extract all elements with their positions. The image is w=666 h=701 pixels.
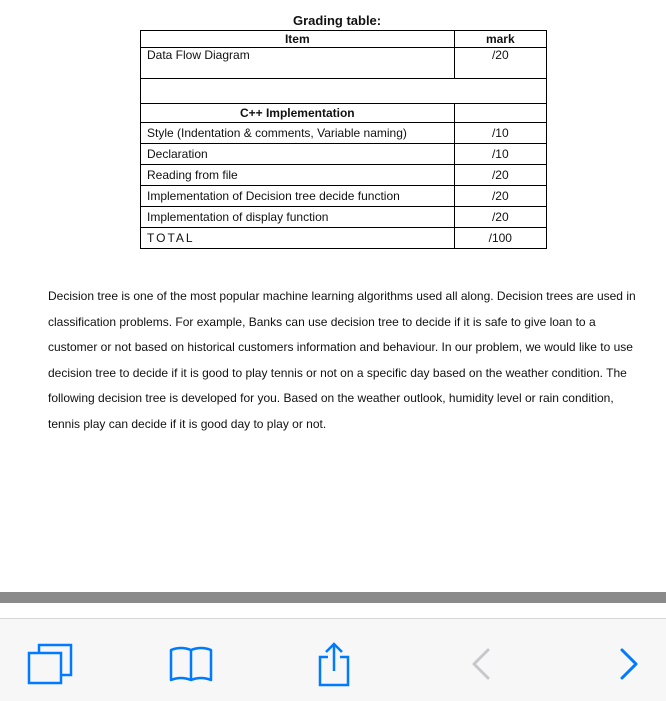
section-header-row: [141, 104, 547, 123]
back-chevron-icon: [466, 644, 496, 684]
row-item: Style (Indentation & comments, Variable naming): [141, 123, 455, 144]
bookmarks-button[interactable]: [166, 639, 216, 689]
forward-button[interactable]: [604, 639, 654, 689]
tabs-button[interactable]: [25, 639, 75, 689]
row-item: Reading from file: [141, 165, 455, 186]
row-item: Declaration: [141, 144, 455, 165]
row-mark: /20: [454, 165, 546, 186]
total-label: TOTAL: [141, 228, 455, 249]
table-header-row: [141, 31, 547, 48]
total-row: [141, 228, 547, 249]
grading-table: [140, 30, 547, 249]
table-row: [141, 48, 547, 79]
row-mark: /20: [454, 207, 546, 228]
row-item: Data Flow Diagram: [141, 48, 455, 79]
book-icon: [167, 644, 215, 684]
header-item: Item: [141, 31, 455, 48]
description-paragraph: Decision tree is one of the most popular machine learning algorithms used all along. Decision trees are used in classification problems. For example, Banks can use decision tree to decide if it is safe to give loan to a customer or not based on historical customers information and behaviour. In our problem, we would like to use decision tree to decide if it is good to play tennis or not on a specific day based on the weather condition. The following decision tree is developed for you. Based on the weather outlook, humidity level or rain condition, tennis play can decide if it is good day to play or not.: [48, 289, 636, 431]
table-row: [141, 144, 547, 165]
share-button[interactable]: [309, 639, 359, 689]
bottom-toolbar: [0, 618, 666, 701]
share-icon: [314, 641, 354, 687]
row-item: Implementation of Decision tree decide function: [141, 186, 455, 207]
back-button[interactable]: [456, 639, 506, 689]
table-row: [141, 186, 547, 207]
tabs-icon: [26, 642, 74, 686]
total-mark: /100: [454, 228, 546, 249]
row-mark: /20: [454, 186, 546, 207]
table-row: [141, 207, 547, 228]
header-mark: mark: [454, 31, 546, 48]
table-spacer-row: [141, 79, 547, 104]
section-title: C++ Implementation: [141, 104, 455, 123]
row-item: Implementation of display function: [141, 207, 455, 228]
table-row: [141, 165, 547, 186]
page-divider: [0, 592, 666, 603]
table-row: [141, 123, 547, 144]
row-mark: /20: [454, 48, 546, 79]
forward-chevron-icon: [614, 644, 644, 684]
row-mark: /10: [454, 123, 546, 144]
row-mark: /10: [454, 144, 546, 165]
grading-table-title: Grading table:: [293, 13, 382, 28]
